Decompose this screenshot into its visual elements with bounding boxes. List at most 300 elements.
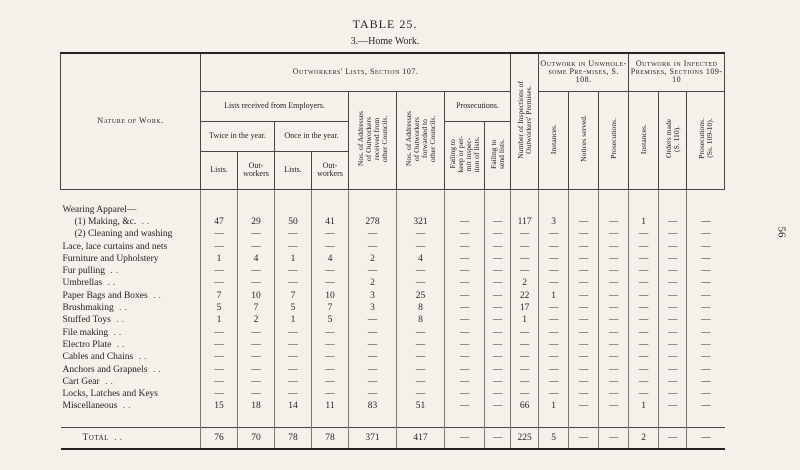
table-cell: — (687, 388, 725, 400)
table-row (61, 302, 725, 314)
table-cell: — (397, 388, 445, 400)
row-label: Cart Gear .. (62, 376, 116, 387)
row-label: File making .. (62, 327, 125, 338)
table-cell: — (201, 339, 238, 351)
table-cell: — (629, 339, 659, 351)
table-cell: — (397, 265, 445, 277)
table-cell: — (349, 388, 397, 400)
table-cell: 371 (349, 427, 397, 449)
table-cell: — (445, 314, 485, 326)
table-cell: — (569, 326, 599, 338)
table-cell: — (569, 265, 599, 277)
leader-dots: .. (117, 401, 134, 412)
row-label: Miscellaneous .. (62, 401, 134, 412)
table-cell: — (201, 363, 238, 375)
table-cell: — (569, 290, 599, 302)
table-cell: — (349, 265, 397, 277)
header-twice: Twice in the year. (201, 121, 275, 151)
table-cell: — (485, 314, 511, 326)
table-cell: — (275, 339, 312, 351)
row-label: Total .. (61, 427, 201, 449)
table-cell: — (485, 228, 511, 240)
table-cell: — (539, 363, 569, 375)
table-cell: — (397, 326, 445, 338)
table-cell: — (445, 253, 485, 265)
table-row (61, 363, 725, 375)
table-cell: — (445, 216, 485, 228)
table-cell: — (312, 326, 349, 338)
header-once: Once in the year. (275, 121, 349, 151)
table-cell: — (659, 290, 687, 302)
table-cell: — (629, 290, 659, 302)
header-lists-twice: Lists. (201, 151, 238, 189)
table-cell: — (201, 351, 238, 363)
table-cell: — (445, 376, 485, 388)
table-cell: 18 (238, 400, 275, 412)
table-cell: — (485, 277, 511, 289)
table-cell: — (397, 351, 445, 363)
table-cell: — (511, 363, 539, 375)
table-cell: — (511, 388, 539, 400)
header-outworkers-lists: Outworkers' Lists, Section 107. (201, 53, 511, 91)
table-cell: — (659, 400, 687, 412)
table-cell: — (511, 228, 539, 240)
table-cell: — (569, 228, 599, 240)
table-row (61, 351, 725, 363)
table-cell: — (629, 302, 659, 314)
table-cell: — (485, 388, 511, 400)
table-cell: — (629, 388, 659, 400)
table-cell: — (569, 314, 599, 326)
table-cell: — (659, 427, 687, 449)
leader-dots: .. (108, 327, 125, 338)
leader-dots: .. (110, 315, 127, 326)
table-cell: 50 (275, 216, 312, 228)
table-cell: — (629, 351, 659, 363)
table-cell: 41 (312, 216, 349, 228)
table-cell: — (687, 376, 725, 388)
table-cell: — (569, 376, 599, 388)
table-cell: 1 (629, 216, 659, 228)
table-cell: — (599, 302, 629, 314)
table-cell: — (238, 363, 275, 375)
table-cell: — (539, 314, 569, 326)
table-cell: — (511, 253, 539, 265)
table-cell: — (312, 363, 349, 375)
table-cell: — (687, 339, 725, 351)
table-cell: — (511, 265, 539, 277)
table-cell: — (275, 265, 312, 277)
table-cell: — (687, 228, 725, 240)
table-cell: — (201, 265, 238, 277)
table-row (61, 265, 725, 277)
table-cell: 8 (397, 314, 445, 326)
leader-dots: .. (99, 376, 116, 387)
table-cell: — (445, 326, 485, 338)
table-cell: 51 (397, 400, 445, 412)
table-cell: 7 (238, 302, 275, 314)
table-cell: — (687, 400, 725, 412)
table-cell: — (687, 216, 725, 228)
row-label: Lace, lace curtains and nets (62, 241, 168, 252)
header-outworkers-twice: Out-workers (238, 151, 275, 189)
spacer-row (61, 413, 725, 428)
leader-dots: .. (113, 303, 130, 314)
table-cell: — (349, 351, 397, 363)
leader-dots: .. (136, 216, 153, 227)
leader-dots: .. (108, 432, 126, 443)
header-prosecutions-s108: Prosecutions. (599, 91, 629, 189)
table-cell: — (275, 326, 312, 338)
table-cell: — (485, 351, 511, 363)
table-cell: — (238, 228, 275, 240)
table-cell: 117 (511, 216, 539, 228)
header-orders-made: Orders made (S. 110). (659, 91, 687, 189)
table-cell: — (539, 240, 569, 252)
table-cell: 8 (397, 302, 445, 314)
header-infected: Outwork in Infected Premises, Sections 109-10 (629, 53, 725, 91)
table-cell: — (312, 277, 349, 289)
table-cell: — (629, 277, 659, 289)
table-cell: 7 (275, 290, 312, 302)
table-cell: — (599, 363, 629, 375)
table-cell: — (312, 376, 349, 388)
table-cell: — (349, 314, 397, 326)
table-cell: 1 (539, 400, 569, 412)
table-cell: 83 (349, 400, 397, 412)
table-cell: 17 (511, 302, 539, 314)
header-prosecutions: Prosecutions. (445, 91, 511, 121)
table-cell: — (659, 277, 687, 289)
table-cell: — (659, 265, 687, 277)
table-cell: — (629, 363, 659, 375)
table-cell: — (599, 290, 629, 302)
table-cell: — (659, 363, 687, 375)
table-cell: — (599, 265, 629, 277)
row-label: Paper Bags and Boxes .. (62, 290, 164, 301)
table-cell: — (275, 376, 312, 388)
table-cell: — (201, 376, 238, 388)
table-cell: — (599, 351, 629, 363)
table-cell: — (349, 240, 397, 252)
table-cell: — (312, 240, 349, 252)
table-cell: — (599, 228, 629, 240)
table-cell: — (349, 326, 397, 338)
table-cell: — (238, 376, 275, 388)
table-cell: — (349, 363, 397, 375)
table-cell: — (445, 388, 485, 400)
table-cell: 5 (312, 314, 349, 326)
table-cell: — (569, 400, 599, 412)
table-cell: — (659, 339, 687, 351)
table-cell: — (599, 253, 629, 265)
table-cell: — (275, 228, 312, 240)
table-cell: — (539, 376, 569, 388)
table-cell: 5 (201, 302, 238, 314)
table-cell: 2 (349, 277, 397, 289)
table-cell: — (659, 326, 687, 338)
table-cell: — (275, 351, 312, 363)
table-cell: 278 (349, 216, 397, 228)
header-infected-instances: Instances. (629, 91, 659, 189)
row-label: (1) Making, &c. .. (74, 216, 153, 227)
table-cell: — (485, 400, 511, 412)
table-cell: — (485, 240, 511, 252)
table-row (61, 228, 725, 240)
header-nature-of-work: Nature of Work. (61, 53, 201, 189)
table-cell: 417 (397, 427, 445, 449)
table-cell: 3 (539, 216, 569, 228)
table-cell: — (397, 363, 445, 375)
table-cell: 1 (539, 290, 569, 302)
table-cell: — (485, 253, 511, 265)
table-cell: — (445, 400, 485, 412)
table-row (61, 253, 725, 265)
table-cell: — (539, 302, 569, 314)
table-row (61, 240, 725, 252)
table-cell: — (485, 339, 511, 351)
table-cell: — (687, 427, 725, 449)
table-cell: — (485, 427, 511, 449)
table-cell: — (511, 351, 539, 363)
home-work-table (60, 52, 725, 450)
table-cell: — (201, 240, 238, 252)
header-inspections: Number of Inspections of Outworkers' Premises. (511, 53, 539, 189)
table-cell: — (687, 302, 725, 314)
table-cell: 29 (238, 216, 275, 228)
table-cell: — (445, 240, 485, 252)
page-number: 56 (775, 226, 788, 238)
table-cell: — (201, 326, 238, 338)
table-cell: 1 (275, 314, 312, 326)
row-label: Fur pulling .. (62, 266, 122, 277)
table-cell: 2 (238, 314, 275, 326)
table-cell: 1 (275, 253, 312, 265)
table-cell: 225 (511, 427, 539, 449)
table-cell: 1 (511, 314, 539, 326)
table-cell: — (599, 216, 629, 228)
table-cell: — (397, 240, 445, 252)
row-label: Brushmaking .. (62, 303, 130, 314)
row-label: Furniture and Upholstery (62, 253, 159, 264)
table-cell: — (201, 228, 238, 240)
table-cell: — (687, 351, 725, 363)
table-row (61, 339, 725, 351)
table-cell: — (659, 228, 687, 240)
table-cell: — (629, 228, 659, 240)
table-cell: 22 (511, 290, 539, 302)
table-cell: — (275, 240, 312, 252)
table-cell: 78 (312, 427, 349, 449)
header-notices-served: Notices served. (569, 91, 599, 189)
table-cell: — (599, 314, 629, 326)
table-cell: 4 (238, 253, 275, 265)
table-cell: 2 (511, 277, 539, 289)
table-cell: — (485, 302, 511, 314)
table-cell: — (539, 339, 569, 351)
table-row (61, 277, 725, 289)
table-cell: — (397, 228, 445, 240)
table-cell: 5 (275, 302, 312, 314)
table-cell: — (569, 277, 599, 289)
leader-dots: .. (133, 352, 150, 363)
table-cell: 2 (629, 427, 659, 449)
leader-dots: .. (147, 364, 164, 375)
table-cell: — (687, 265, 725, 277)
table-row (61, 314, 725, 326)
table-cell: — (539, 228, 569, 240)
table-cell: — (485, 290, 511, 302)
header-instances: Instances. (539, 91, 569, 189)
table-cell: — (599, 427, 629, 449)
leader-dots: .. (147, 290, 164, 301)
table-cell: — (659, 240, 687, 252)
table-cell: — (539, 253, 569, 265)
table-cell: — (629, 314, 659, 326)
table-cell: — (201, 388, 238, 400)
leader-dots: .. (111, 339, 128, 350)
table-title: TABLE 25. (352, 17, 418, 31)
table-row (61, 376, 725, 388)
table-cell: — (445, 351, 485, 363)
table-cell: 15 (201, 400, 238, 412)
header-nos-received: Nos. of Addresses of Outworkers received from other Councils. (349, 91, 397, 189)
table-cell: — (629, 376, 659, 388)
table-cell: 10 (312, 290, 349, 302)
table-cell: 25 (397, 290, 445, 302)
table-cell: — (238, 277, 275, 289)
table-cell: — (238, 326, 275, 338)
table-cell: — (312, 228, 349, 240)
table-cell: — (659, 314, 687, 326)
table-cell: — (238, 240, 275, 252)
table-cell: — (659, 216, 687, 228)
table-cell: — (349, 376, 397, 388)
table-cell: — (445, 265, 485, 277)
table-cell: 70 (238, 427, 275, 449)
table-cell: — (485, 363, 511, 375)
table-cell: — (445, 302, 485, 314)
row-label: (2) Cleaning and washing (74, 229, 173, 240)
leader-dots: .. (102, 278, 119, 289)
table-cell: — (397, 339, 445, 351)
table-cell: — (629, 253, 659, 265)
table-cell: 4 (312, 253, 349, 265)
table-cell: 3 (349, 290, 397, 302)
table-cell: — (599, 339, 629, 351)
table-cell: 1 (201, 314, 238, 326)
row-label: Anchors and Grapnels .. (62, 364, 164, 375)
table-cell: — (539, 277, 569, 289)
table-cell: — (687, 363, 725, 375)
table-cell: — (629, 240, 659, 252)
group-label: Wearing Apparel— (62, 204, 137, 215)
header-lists-once: Lists. (275, 151, 312, 189)
table-cell: — (569, 339, 599, 351)
table-cell: — (687, 277, 725, 289)
table-cell: 66 (511, 400, 539, 412)
table-cell: 47 (201, 216, 238, 228)
table-cell: 1 (629, 400, 659, 412)
header-nos-forwarded: Nos. of Addresses of Outworkers forwarded to other Councils. (397, 91, 445, 189)
table-cell: — (312, 265, 349, 277)
table-cell: — (238, 339, 275, 351)
table-cell: — (445, 277, 485, 289)
header-failing-send: Failing to send lists. (485, 121, 511, 189)
table-cell: — (349, 228, 397, 240)
table-cell: — (312, 388, 349, 400)
header-unwholesome: Outwork in Unwhole-some Pre-mises, S. 108. (539, 53, 629, 91)
table-cell: — (511, 339, 539, 351)
table-cell: 7 (312, 302, 349, 314)
table-cell: 7 (201, 290, 238, 302)
table-cell: — (569, 363, 599, 375)
table-cell: — (569, 216, 599, 228)
table-subtitle: 3.—Home Work. (350, 36, 420, 47)
table-cell: — (659, 253, 687, 265)
table-cell: 2 (349, 253, 397, 265)
table-cell: 76 (201, 427, 238, 449)
table-cell: — (687, 326, 725, 338)
table-cell: — (599, 277, 629, 289)
table-cell: — (569, 240, 599, 252)
table-cell: — (599, 400, 629, 412)
table-cell: — (201, 277, 238, 289)
table-cell: — (275, 388, 312, 400)
table-cell: — (312, 351, 349, 363)
table-cell: — (539, 388, 569, 400)
table-row (61, 326, 725, 338)
table-cell: — (485, 376, 511, 388)
group-row (61, 204, 725, 216)
table-cell: — (569, 427, 599, 449)
table-row (61, 400, 725, 412)
table-cell: — (569, 388, 599, 400)
table-cell: — (659, 351, 687, 363)
table-cell: — (485, 216, 511, 228)
table-cell: — (511, 376, 539, 388)
table-cell: — (275, 277, 312, 289)
table-cell: — (445, 228, 485, 240)
table-cell: 321 (397, 216, 445, 228)
leader-dots: .. (105, 266, 122, 277)
table-cell: — (349, 339, 397, 351)
table-cell: 14 (275, 400, 312, 412)
table-cell: — (599, 388, 629, 400)
table-cell: — (687, 253, 725, 265)
total-row (61, 427, 725, 449)
table-cell: — (659, 376, 687, 388)
table-cell: 1 (201, 253, 238, 265)
row-label: Stuffed Toys .. (62, 315, 127, 326)
table-cell: — (445, 427, 485, 449)
header-failing-keep: Failing to keep or per- mit inspec- tion of lists. (445, 121, 485, 189)
table-cell: — (569, 351, 599, 363)
table-cell: — (445, 363, 485, 375)
table-cell: 4 (397, 253, 445, 265)
header-prosecutions-ss109: Prosecutions. (Ss. 109-10). (687, 91, 725, 189)
table-cell: — (687, 290, 725, 302)
table-cell: — (659, 302, 687, 314)
table-cell: — (599, 326, 629, 338)
table-cell: — (511, 326, 539, 338)
row-label: Umbrellas .. (62, 278, 119, 289)
table-cell: — (397, 277, 445, 289)
table-cell: 78 (275, 427, 312, 449)
table-cell: — (445, 339, 485, 351)
table-cell: — (569, 302, 599, 314)
table-cell: 3 (349, 302, 397, 314)
